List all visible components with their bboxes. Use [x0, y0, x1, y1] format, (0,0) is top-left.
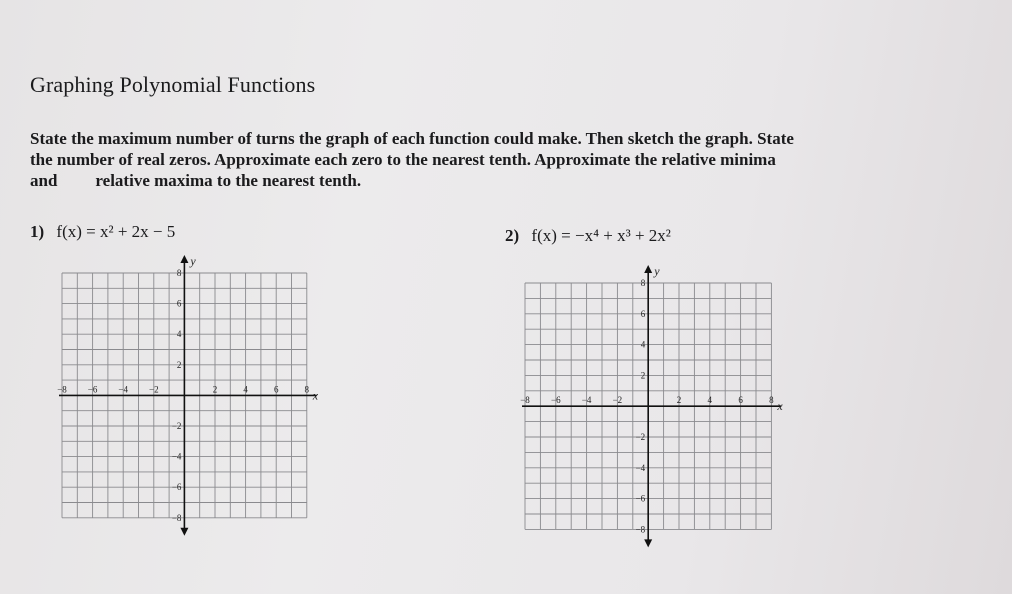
- x-tick-label: −2: [612, 395, 623, 406]
- problem-2-number: 2): [505, 226, 520, 245]
- y-tick-label: −6: [635, 493, 646, 504]
- problem-2-function: f(x) = −x⁴ + x³ + 2x²: [531, 226, 671, 245]
- y-tick-label: −4: [171, 451, 182, 462]
- y-tick-label: 4: [176, 329, 182, 340]
- problem-1-coordinate-grid[interactable]: [40, 250, 330, 545]
- x-tick-label: 6: [738, 395, 743, 406]
- x-tick-label: 4: [707, 395, 713, 406]
- y-axis-label: y: [190, 254, 196, 268]
- worksheet-title: Graphing Polynomial Functions: [30, 72, 316, 97]
- y-tick-label: −8: [171, 512, 182, 523]
- y-axis-arrow-down-icon: [644, 539, 652, 547]
- x-tick-label: 2: [676, 395, 682, 406]
- instructions: [30, 128, 1005, 191]
- y-tick-label: 4: [640, 339, 646, 350]
- y-tick-label: 6: [640, 308, 646, 319]
- instructions-line-3-start: and: [30, 171, 58, 190]
- x-tick-label: −8: [520, 395, 530, 406]
- x-tick-label: 6: [273, 384, 279, 395]
- x-tick-label: 2: [212, 384, 218, 395]
- instructions-line-3: [30, 170, 1005, 191]
- y-tick-label: −6: [171, 482, 182, 493]
- x-tick-label: 8: [304, 384, 310, 395]
- instructions-line-3-end: relative maxima to the nearest tenth.: [95, 171, 362, 190]
- y-tick-label: 2: [640, 370, 646, 381]
- x-tick-label: −4: [581, 395, 592, 406]
- x-tick-label: 8: [769, 395, 774, 406]
- x-tick-label: −4: [118, 384, 128, 395]
- x-tick-label: 4: [243, 384, 248, 395]
- y-tick-label: −4: [635, 462, 646, 473]
- y-axis-arrow-up-icon: [644, 265, 652, 273]
- instructions-line-1: State the maximum number of turns the graph of each function could make. Then sketch the graph. State: [30, 129, 794, 148]
- x-axis-label: x: [312, 388, 319, 403]
- instructions-line-2: the number of real zeros. Approximate each zero to the nearest tenth. Approximate the relative minima: [30, 150, 776, 169]
- x-tick-label: −8: [57, 384, 67, 395]
- y-tick-label: −2: [171, 421, 182, 431]
- problem-1-number: 1): [30, 222, 45, 241]
- y-tick-label: 8: [176, 268, 182, 278]
- y-tick-label: −8: [635, 524, 646, 535]
- problem-2-heading: [505, 226, 671, 246]
- problem-1-heading: [30, 222, 175, 242]
- y-axis-arrow-up-icon: [180, 255, 188, 263]
- problem-1-function: f(x) = x² + 2x − 5: [56, 222, 176, 241]
- y-tick-label: −2: [635, 432, 646, 442]
- y-tick-label: 6: [176, 298, 182, 309]
- y-axis-arrow-down-icon: [180, 528, 188, 536]
- y-axis-label: y: [654, 264, 660, 278]
- x-tick-label: −6: [87, 384, 98, 395]
- problem-2-coordinate-grid[interactable]: [500, 258, 800, 553]
- x-tick-label: −6: [551, 395, 561, 406]
- x-axis-label: x: [777, 399, 783, 414]
- y-tick-label: 2: [176, 359, 182, 370]
- x-tick-label: −2: [149, 384, 159, 395]
- y-tick-label: 8: [640, 278, 646, 288]
